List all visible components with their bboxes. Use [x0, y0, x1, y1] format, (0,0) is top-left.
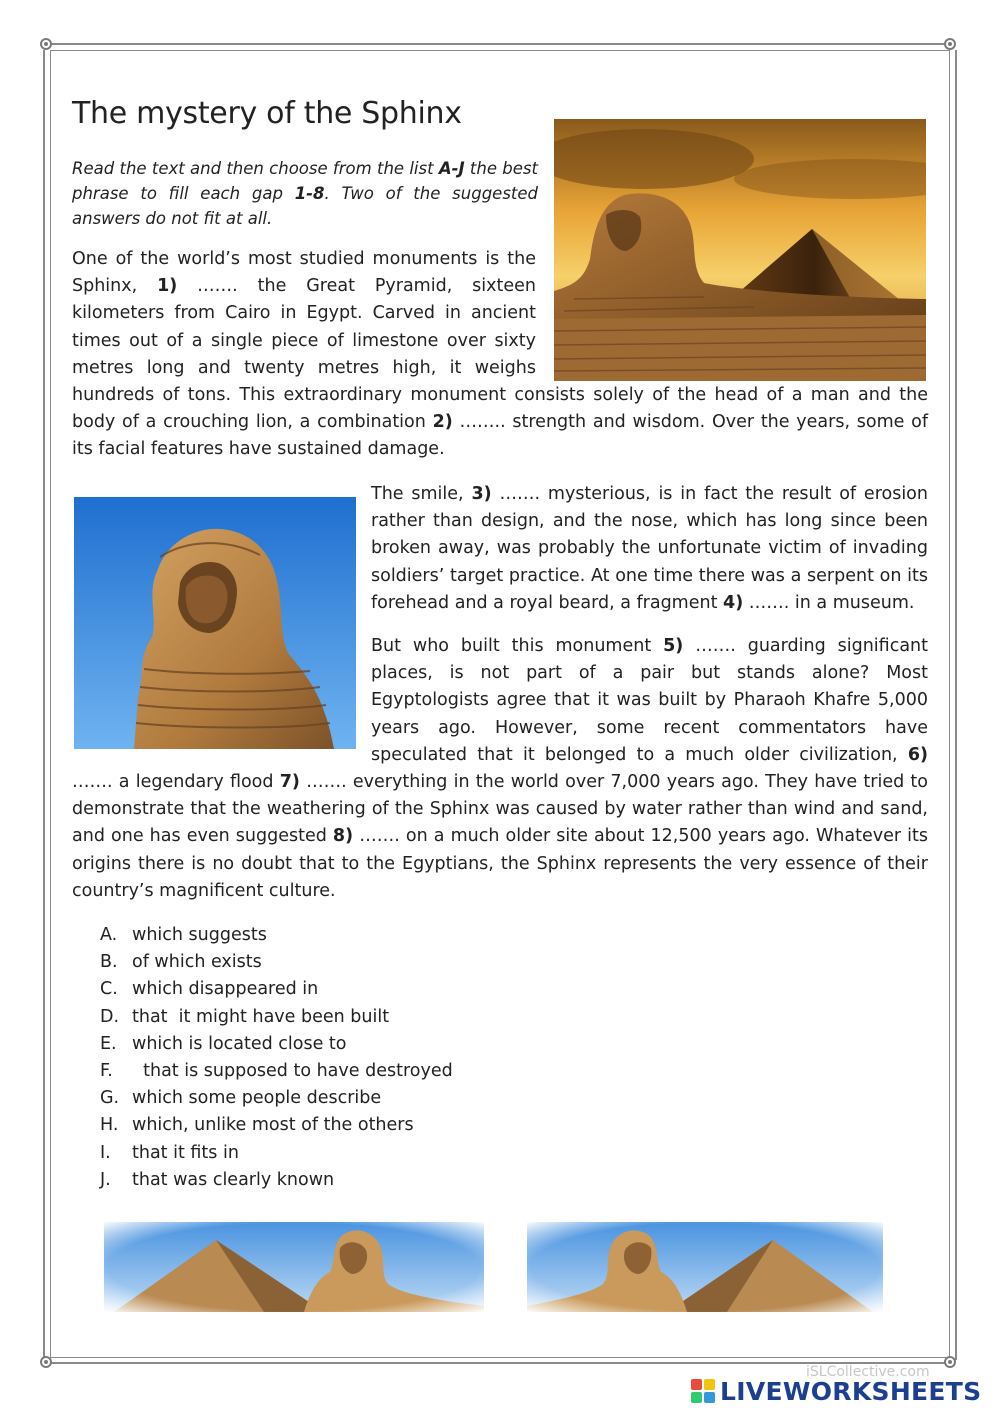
option-text: which disappeared in — [132, 979, 319, 1000]
option-letter: J. — [100, 1169, 111, 1190]
option-letter: C. — [100, 979, 118, 1000]
frame-border-left — [43, 50, 45, 1360]
list-item — [100, 1031, 453, 1058]
text-line: One of the world’s most studied monuments is the — [72, 249, 536, 269]
sphinx-sunset-image — [554, 119, 926, 381]
option-text: that was clearly known — [132, 1169, 335, 1190]
option-text: which suggests — [132, 925, 267, 945]
list-item — [100, 976, 453, 1003]
text-run: The smile, — [371, 484, 472, 504]
gap-number-2: 2) — [432, 412, 453, 433]
text-run: ……. guarding significant — [683, 636, 928, 656]
list-item — [100, 1004, 453, 1031]
text-line — [72, 409, 928, 436]
option-letter: G. — [100, 1088, 120, 1109]
list-item — [100, 1140, 453, 1167]
frame-corner-ornament — [40, 38, 52, 50]
text-run: But who built this monument — [371, 636, 664, 656]
instructions-text: . Two of the suggested answers do not fit at all. — [72, 184, 539, 228]
text-run: ……. everything in the world over 7,000 years ago. They have tried to — [299, 772, 928, 792]
text-line: metres long and twenty metres high, it weighs — [72, 357, 536, 378]
islcollective-watermark: iSLCollective.com — [806, 1364, 930, 1380]
paragraph-3-intro — [371, 633, 928, 769]
text-line — [371, 481, 928, 508]
option-text: which is located close to — [132, 1033, 347, 1054]
text-run: ……. on a much older site about 12,500 years ago. Whatever its — [353, 826, 928, 847]
frame-border-left-inner — [50, 50, 51, 1360]
text-line: times out of a single piece of limestone over sixty — [72, 330, 536, 351]
paragraph-1-continued — [72, 382, 928, 464]
option-letter: B. — [100, 952, 118, 973]
text-run: forehead and a royal beard, a fragment — [371, 592, 724, 613]
option-text: of which exists — [132, 952, 262, 973]
option-letter: F. — [100, 1061, 113, 1082]
frame-border-top-inner — [50, 50, 950, 51]
frame-corner-ornament — [40, 1356, 52, 1368]
text-run: ……. mysterious, is in fact the result of erosion — [491, 484, 928, 504]
frame-border-bottom-inner — [50, 1357, 950, 1358]
sphinx-head-image — [74, 497, 356, 749]
gap-number-6: 6) — [907, 744, 928, 765]
option-text: which some people describe — [132, 1088, 382, 1109]
instructions-range-options: A-J — [438, 159, 465, 178]
page-title: The mystery of the Sphinx — [72, 96, 462, 131]
text-line — [72, 823, 928, 850]
pyramid-sphinx-banner-right — [527, 1222, 883, 1312]
paragraph-3-continued — [72, 769, 928, 905]
text-line: soldiers’ target practice. At one time there was a serpent on its — [371, 565, 928, 586]
frame-border-right — [955, 50, 957, 1360]
option-text: that it might have been built — [132, 1006, 390, 1027]
frame-border-top — [50, 43, 950, 45]
option-letter: I. — [100, 1142, 111, 1163]
liveworksheets-label: LIVEWORKSHEETS — [720, 1376, 982, 1406]
liveworksheets-icon — [690, 1378, 716, 1404]
text-line: demonstrate that the weathering of the Sphinx was caused by water rather than wind and sand, — [72, 799, 928, 820]
list-item — [100, 1167, 453, 1194]
pyramid-sphinx-banner-left — [104, 1222, 484, 1312]
gap-number-7: 7) — [279, 772, 300, 792]
option-text: which, unlike most of the others — [132, 1115, 414, 1136]
gap-number-5: 5) — [663, 636, 684, 656]
gap-number-1: 1) — [157, 276, 178, 297]
text-line — [371, 633, 928, 660]
gap-number-3: 3) — [471, 484, 492, 504]
gap-number-4: 4) — [723, 592, 744, 613]
text-run: ……. a legendary flood — [72, 772, 280, 792]
instructions-text: the best phrase to fill each gap — [72, 159, 538, 203]
list-item — [100, 1058, 453, 1085]
liveworksheets-logo[interactable] — [690, 1374, 981, 1408]
text-line: Egyptologists agree that it was built by Pharaoh Khafre 5,000 — [371, 690, 928, 711]
text-line: country’s magnificent culture. — [72, 880, 336, 901]
text-line — [72, 769, 928, 796]
list-item — [100, 1085, 453, 1112]
paragraph-2 — [371, 481, 928, 617]
text-line: years ago. However, some recent commentators have — [371, 717, 928, 738]
list-item — [100, 1112, 453, 1139]
text-run: and one has even suggested — [72, 826, 333, 847]
text-line — [72, 273, 536, 300]
text-run: ……. the Great Pyramid, sixteen — [177, 276, 536, 297]
instructions-text: Read the text and then choose from the list — [72, 159, 439, 178]
text-line: places, is not part of a pair but stands alone? Most — [371, 663, 928, 684]
list-item — [100, 922, 453, 949]
text-line: broken away, was probably the unfortunate victim of invading — [371, 538, 928, 559]
frame-border-right-inner — [949, 50, 950, 1360]
text-run: ……. in a museum. — [743, 592, 915, 613]
text-line: origins there is no doubt that to the Egyptians, the Sphinx represents the very essence of their — [72, 853, 928, 874]
option-letter: H. — [100, 1115, 119, 1136]
text-run: …….. strength and wisdom. Over the years, some of — [452, 412, 928, 433]
text-run: body of a crouching lion, a combination — [72, 412, 433, 433]
instructions-range-gaps: 1-8 — [294, 184, 325, 203]
list-item — [100, 949, 453, 976]
instructions — [72, 156, 538, 231]
text-line: hundreds of tons. This extraordinary monument consists solely of the head of a man and the — [72, 385, 928, 405]
text-run: speculated that it belonged to a much older civilization, — [371, 744, 908, 765]
text-run: Sphinx, — [72, 276, 158, 297]
text-line: kilometers from Cairo in Egypt. Carved in ancient — [72, 303, 536, 324]
option-letter: E. — [100, 1033, 117, 1054]
option-letter: A. — [100, 925, 118, 945]
option-text: that it fits in — [132, 1142, 239, 1163]
option-text: that is supposed to have destroyed — [132, 1061, 453, 1082]
paragraph-1-intro — [72, 246, 536, 382]
text-line: rather than design, and the nose, which has long since been — [371, 511, 928, 532]
text-line: its facial features have sustained damage. — [72, 439, 445, 460]
gap-number-8: 8) — [332, 826, 354, 847]
option-letter: D. — [100, 1006, 120, 1027]
answer-options-list — [100, 922, 453, 1194]
frame-corner-ornament — [944, 1356, 956, 1368]
text-line — [371, 742, 928, 769]
text-line — [371, 590, 928, 617]
frame-corner-ornament — [944, 38, 956, 50]
